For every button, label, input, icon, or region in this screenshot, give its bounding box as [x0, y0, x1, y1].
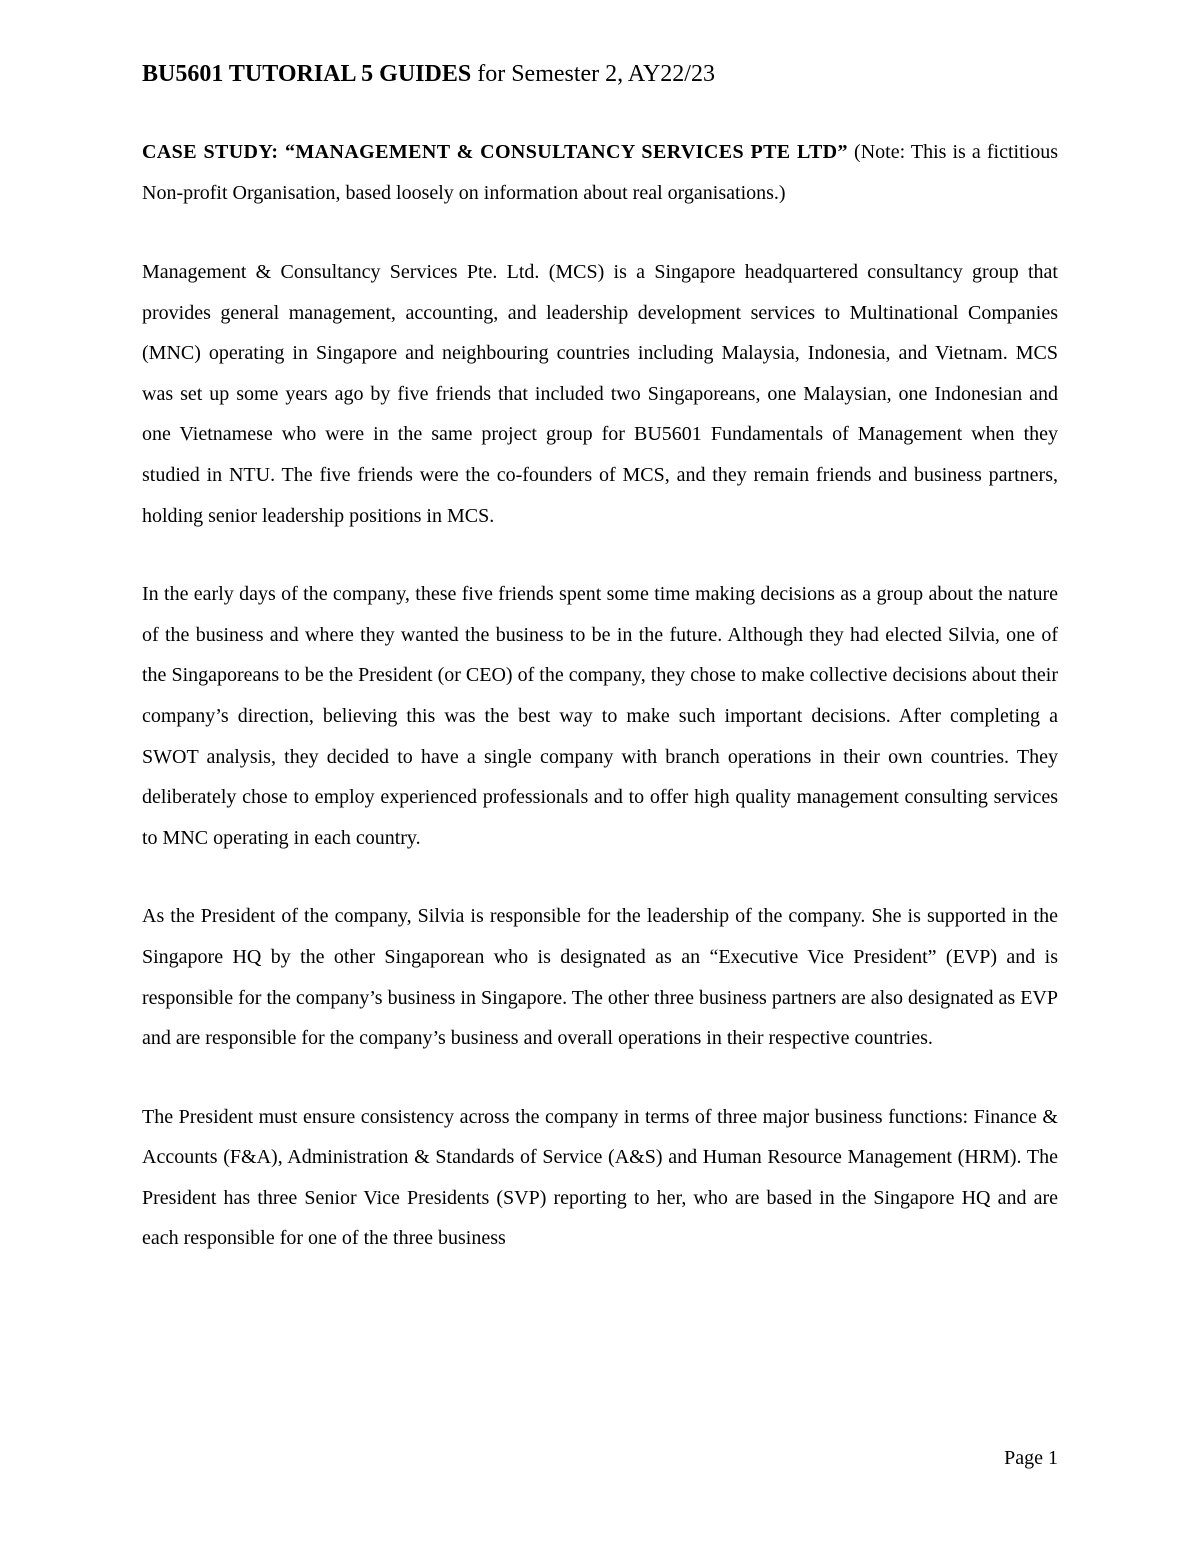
page-number: Page 1	[1004, 1447, 1058, 1469]
case-study-heading	[142, 132, 1058, 214]
paragraph-business-functions: The President must ensure consistency across the company in terms of three major business functions: Finance & Accounts (F&A), Administration & Standards of Service (A&S) and Human Resource Management (HRM). The President has three Senior Vice Presidents (SVP) reporting to her, who are based in the Singapore HQ and are each responsible for one of the three business	[142, 1105, 1058, 1250]
document-title	[142, 54, 1058, 94]
document-body	[142, 54, 1058, 1259]
title-course-code: BU5601 TUTORIAL 5 GUIDES	[142, 61, 472, 87]
case-study-title: CASE STUDY: “MANAGEMENT & CONSULTANCY SERVICES PTE LTD”	[142, 141, 848, 163]
case-study-note: (Note: This is a fictitious Non-profit Organisation, based loosely on information about real organisations.)	[142, 141, 1059, 204]
paragraph-president-role: As the President of the company, Silvia is responsible for the leadership of the company. She is supported in the Singapore HQ by the other Singaporean who is designated as an “Executive Vice President” (EVP) and is responsible for the company’s business in Singapore. The other three business partners are also designated as EVP and are responsible for the company’s business and overall operations in their respective countries.	[142, 905, 1058, 1050]
paragraph-early-days: In the early days of the company, these five friends spent some time making decisions as a group about the nature of the business and where they wanted the business to be in the future. Although they had elected Silvia, one of the Singaporeans to be the President (or CEO) of the company, they chose to make collective decisions about their company’s direction, believing this was the best way to make such important decisions. After completing a SWOT analysis, they decided to have a single company with branch operations in their own countries. They deliberately chose to employ experienced professionals and to offer high quality management consulting services to MNC operating in each country.	[142, 583, 1058, 849]
paragraph-company-overview: Management & Consultancy Services Pte. Ltd. (MCS) is a Singapore headquartered consultancy group that provides general management, accounting, and leadership development services to Multinational Companies (MNC) operating in Singapore and neighbouring countries including Malaysia, Indonesia, and Vietnam. MCS was set up some years ago by five friends that included two Singaporeans, one Malaysian, one Indonesian and one Vietnamese who were in the same project group for BU5601 Fundamentals of Management when they studied in NTU. The five friends were the co-founders of MCS, and they remain friends and business partners, holding senior leadership positions in MCS.	[142, 261, 1058, 527]
title-semester: for Semester 2, AY22/23	[471, 61, 715, 87]
